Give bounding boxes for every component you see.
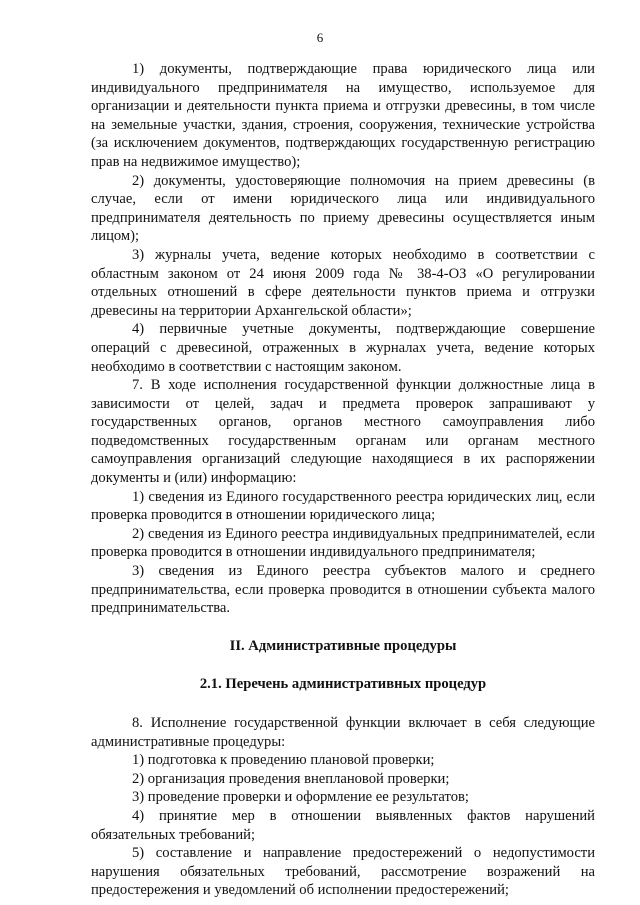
paragraph-clause-7-item-3: 3) сведения из Единого реестра субъектов малого и среднего предпринимательства, если проверка проводится в отношении субъекта малого предпринимательства. xyxy=(91,563,595,617)
subsection-heading: 2.1. Перечень административных процедур xyxy=(199,676,487,693)
paragraph-clause-7-item-2: 2) сведения из Единого реестра индивидуальных предпринимателей, если проверка проводится в отношении индивидуального предпринимателя; xyxy=(91,525,595,561)
paragraph-clause-7-item-1: 1) сведения из Единого государственного реестра юридических лиц, если проверка проводится в отношении юридического лица; xyxy=(91,488,595,524)
procedure-item-2: 2) организация проведения внеплановой проверки; xyxy=(132,770,450,787)
paragraph-item-3-accounting-journals: 3) журналы учета, ведение которых необходимо в соответствии с областным законом от 24 июня 2009 года № 38-4-ОЗ «О регулировании отдельных отношений в сфере деятельности пунктов приема и отгрузки древесины на территории Архангельской области»; xyxy=(91,246,595,319)
procedure-item-3: 3) проведение проверки и оформление ее результатов; xyxy=(132,789,469,806)
paragraph-item-4-primary-documents: 4) первичные учетные документы, подтверждающие совершение операций с древесиной, отраженных в журналах учета, ведение которых необходимо в соответствии с настоящим законом. xyxy=(91,321,595,375)
paragraph-item-1-rights-documents: 1) документы, подтверждающие права юридического лица или индивидуального предпринимателя на имущество, используемое для организации и деятельности пункта приема и отгрузки древесины, в том числе на земельные участки, здания, строения, сооружения, технические устройства (за исключением документов, подтверждающих государственную регистрацию прав на недвижимое имущество); xyxy=(91,61,595,170)
procedure-item-4: 4) принятие мер в отношении выявленных фактов нарушений обязательных требований; xyxy=(91,807,595,843)
procedure-item-1: 1) подготовка к проведению плановой проверки; xyxy=(132,752,435,769)
paragraph-item-2-authority-documents: 2) документы, удостоверяющие полномочия на прием древесины (в случае, если от имени юридического лица или индивидуального предпринимателя деятельность по приему древесины осуществляется иным лицом); xyxy=(91,172,595,245)
paragraph-clause-8: 8. Исполнение государственной функции включает в себя следующие административные процедуры: xyxy=(91,715,595,750)
page-number: 6 xyxy=(316,30,324,45)
document-body xyxy=(91,60,595,900)
paragraph-clause-7: 7. В ходе исполнения государственной функции должностные лица в зависимости от целей, задач и предмета проверок запрашивают у государственных органов, органов местного самоуправления либо подведомственных государственным органам или органам местного самоуправления организаций следующие находящиеся в их распоряжении документы и (или) информацию: xyxy=(91,377,595,487)
procedure-item-5: 5) составление и направление предостережений о недопустимости нарушения обязательных требований, рассмотрение возражений на предостережения и уведомлений об исполнении предостережений; xyxy=(91,845,595,899)
section-heading: II. Административные процедуры xyxy=(229,637,457,654)
